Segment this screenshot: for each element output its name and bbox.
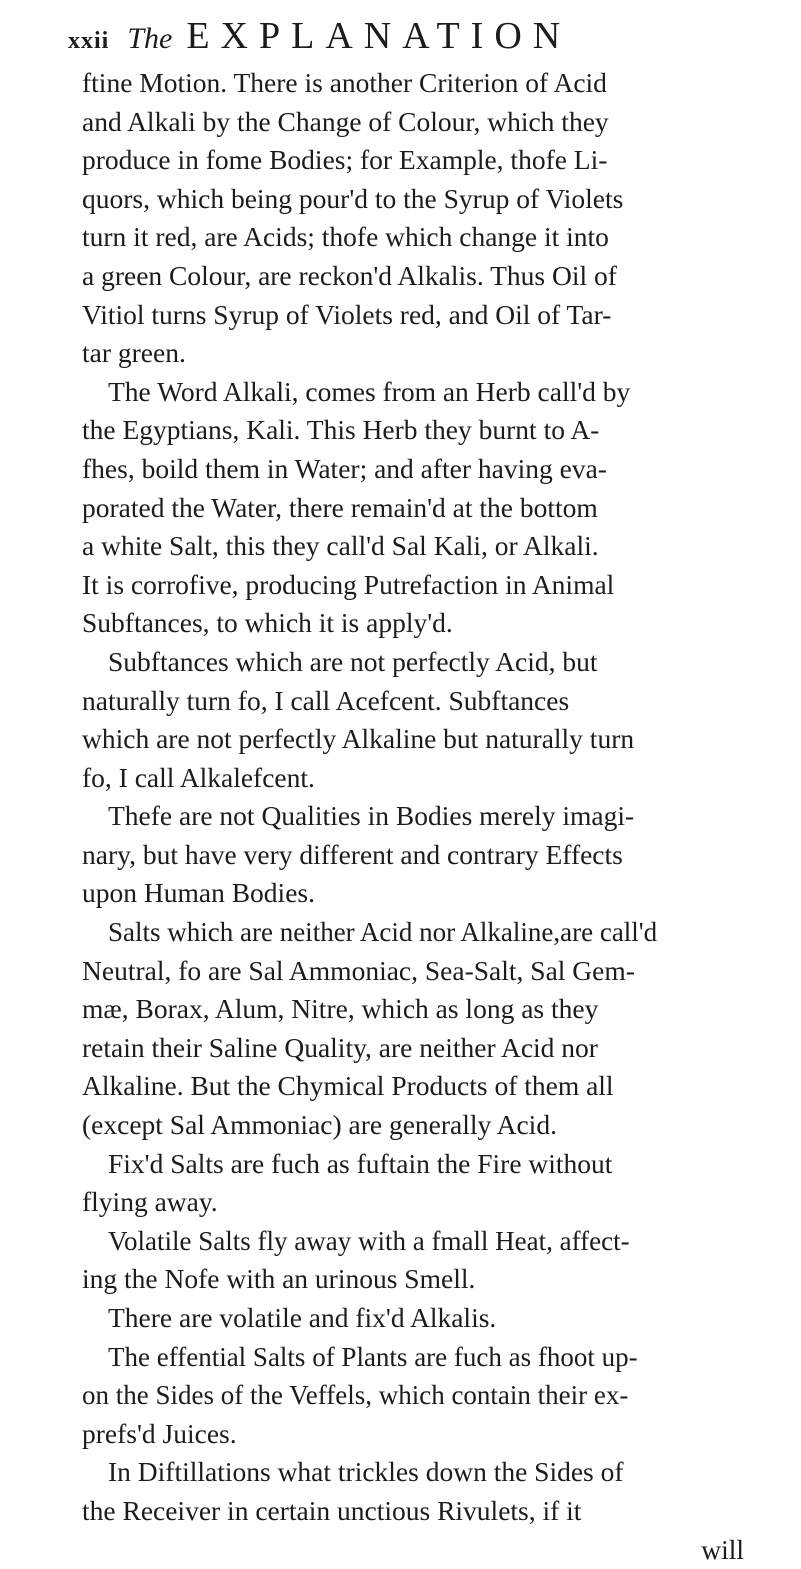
text-line: on the Sides of the Veffels, which contain their ex- <box>82 1380 629 1411</box>
text-line: and Alkali by the Change of Colour, which they <box>82 105 609 137</box>
text-line: retain their Saline Quality, are neither Acid nor <box>82 1031 598 1063</box>
text-line: The effential Salts of Plants are fuch as fhoot up- <box>108 1341 638 1372</box>
text-line: It is corrofive, producing Putrefaction in Animal <box>82 568 615 600</box>
text-line: Neutral, fo are Sal Ammoniac, Sea-Salt, Sal Gem- <box>82 954 635 986</box>
text-line: the Receiver in certain unctious Rivulets, if it <box>82 1494 582 1526</box>
text-line: (except Sal Ammoniac) are generally Acid. <box>82 1109 557 1141</box>
text-line: fhes, boild them in Water; and after having eva- <box>82 452 607 484</box>
text-line: ing the Nofe with an urinous Smell. <box>82 1263 476 1295</box>
text-line: upon Human Bodies. <box>82 877 315 909</box>
text-line: nary, but have very different and contrary Effects <box>82 838 623 870</box>
page-header <box>68 14 768 62</box>
text-line: Vitiol turns Syrup of Violets red, and Oil of Tar- <box>82 298 612 330</box>
text-line: In Diftillations what trickles down the Sides of <box>108 1456 624 1488</box>
page-number: xxii <box>68 28 110 54</box>
text-line: Subftances, to which it is apply'd. <box>82 607 453 639</box>
text-line: Subftances which are not perfectly Acid, but <box>108 645 598 677</box>
text-line: naturally turn fo, I call Acefcent. Subftances <box>82 684 570 716</box>
text-line: flying away. <box>82 1186 218 1218</box>
text-line: The Word Alkali, comes from an Herb call'd by <box>108 375 631 407</box>
text-line: which are not perfectly Alkaline but naturally turn <box>82 723 635 755</box>
text-line: Volatile Salts fly away with a fmall Heat, affect- <box>108 1225 630 1256</box>
text-line: porated the Water, there remain'd at the bottom <box>82 491 598 523</box>
running-title: EXPLANATION <box>186 15 572 57</box>
text-line: the Egyptians, Kali. This Herb they burnt to A- <box>82 414 600 446</box>
text-line: Thefe are not Qualities in Bodies merely imagi- <box>108 800 635 832</box>
body-text <box>82 64 750 1569</box>
text-line: produce in fome Bodies; for Example, thofe Li- <box>82 144 608 176</box>
text-line: fo, I call Alkalefcent. <box>82 761 315 793</box>
catchword: will <box>701 1533 744 1565</box>
text-line: quors, which being pour'd to the Syrup of Violets <box>82 182 624 214</box>
text-line: Fix'd Salts are fuch as fuftain the Fire without <box>108 1147 613 1179</box>
text-line: Alkaline. But the Chymical Products of them all <box>82 1070 614 1102</box>
text-line: a green Colour, are reckon'd Alkalis. Thus Oil of <box>82 259 617 291</box>
text-line: prefs'd Juices. <box>82 1417 237 1449</box>
text-line: ftine Motion. There is another Criterion of Acid <box>82 67 607 98</box>
text-line: turn it red, are Acids; thofe which change it into <box>82 221 609 253</box>
text-line: There are volatile and fix'd Alkalis. <box>108 1302 497 1333</box>
text-line: a white Salt, this they call'd Sal Kali, or Alkali. <box>82 530 599 562</box>
header-article: The <box>127 22 173 55</box>
text-line: tar green. <box>82 337 186 369</box>
text-line: Salts which are neither Acid nor Alkaline,are call'd <box>108 917 658 948</box>
text-line: mæ, Borax, Alum, Nitre, which as long as they <box>82 993 599 1025</box>
